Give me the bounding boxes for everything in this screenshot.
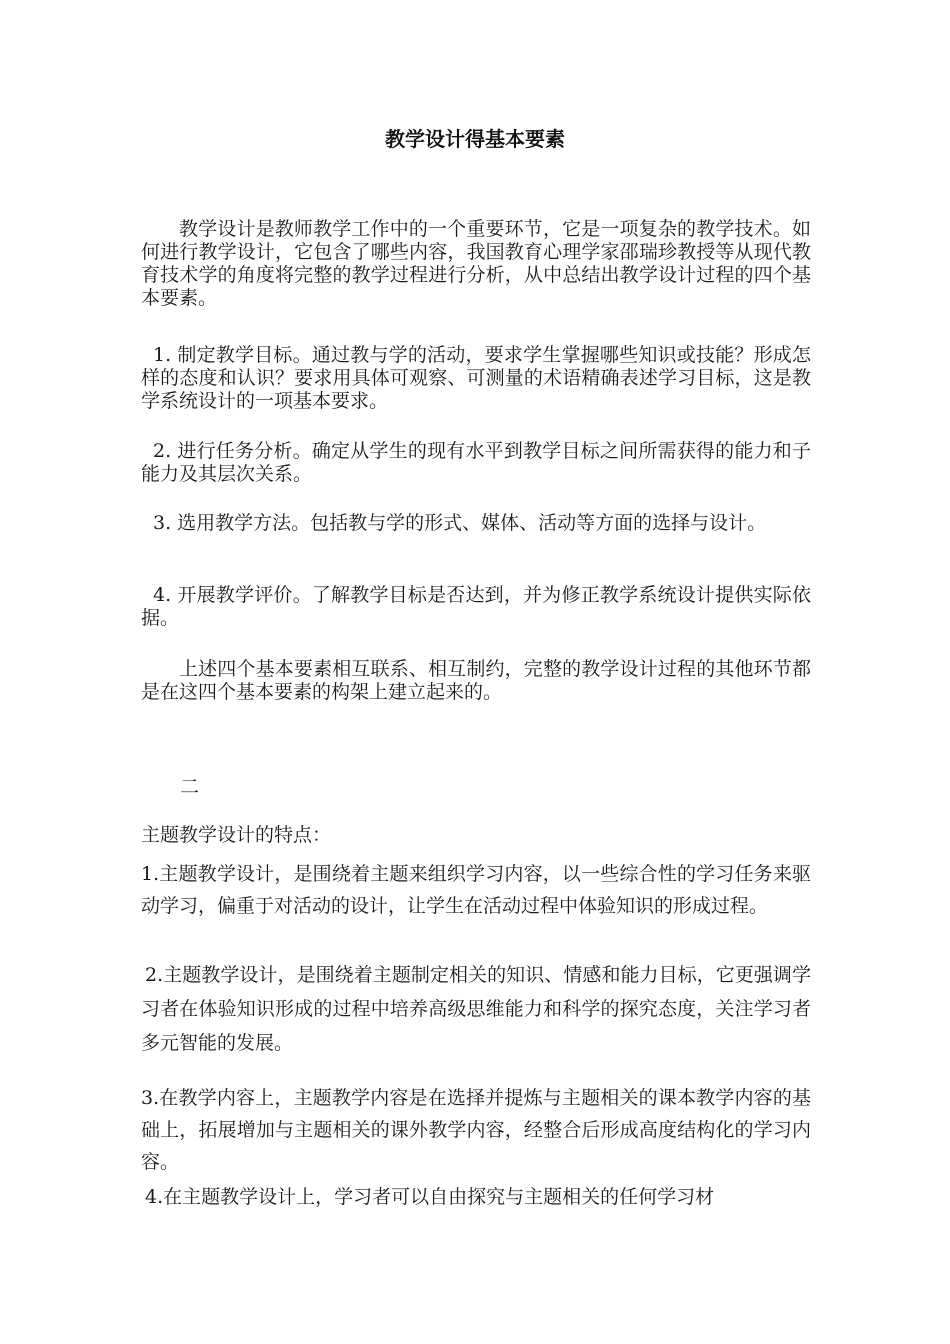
feature-2-paragraph: 2.主题教学设计，是围绕着主题制定相关的知识、情感和能力目标，它更强调学习者在体验知识形成的过程中培养高级思维能力和科学的探究态度，关注学习者多元智能的发展。 — [141, 964, 811, 1054]
feature-3-text: 3.在教学内容上，主题教学内容是在选择并提炼与主题相关的课本教学内容的基础上，拓展增加与主题相关的课外教学内容，经整合后形成高度结构化的学习内容。 — [141, 1087, 811, 1173]
feature-3-paragraph — [141, 1082, 811, 1178]
feature-1-paragraph — [141, 858, 811, 922]
element-4-paragraph: 4. 开展教学评价。了解教学目标是否达到，并为修正教学系统设计提供实际依据。 — [141, 584, 811, 629]
element-2-paragraph: 2. 进行任务分析。确定从学生的现有水平到教学目标之间所需获得的能力和子能力及其层次关系。 — [141, 440, 811, 485]
section-2-heading: 主题教学设计的特点： — [141, 824, 332, 846]
intro-paragraph: 教学设计是教师教学工作中的一个重要环节，它是一项复杂的教学技术。如何进行教学设计，它包含了哪些内容，我国教育心理学家邵瑞珍教授等从现代教育技术学的角度将完整的教学过程进行分析，从中总结出教学设计过程的四个基本要素。 — [141, 218, 811, 309]
feature-1-text: 1.主题教学设计，是围绕着主题来组织学习内容，以一些综合性的学习任务来驱动学习，偏重于对活动的设计，让学生在活动过程中体验知识的形成过程。 — [141, 863, 811, 917]
element-3-paragraph: 3. 选用教学方法。包括教与学的形式、媒体、活动等方面的选择与设计。 — [153, 512, 767, 534]
summary-paragraph: 上述四个基本要素相互联系、相互制约，完整的教学设计过程的其他环节都是在这四个基本要素的构架上建立起来的。 — [141, 658, 811, 703]
document-title: 教学设计得基本要素 — [385, 127, 565, 151]
section-2-marker: 二 — [180, 776, 200, 798]
element-1-paragraph: 1. 制定教学目标。通过教与学的活动，要求学生掌握哪些知识或技能？形成怎样的态度和认识？要求用具体可观察、可测量的术语精确表述学习目标，这是教学系统设计的一项基本要求。 — [141, 344, 811, 412]
feature-4-paragraph: 4.在主题教学设计上，学习者可以自由探究与主题相关的任何学习材 — [145, 1186, 715, 1208]
